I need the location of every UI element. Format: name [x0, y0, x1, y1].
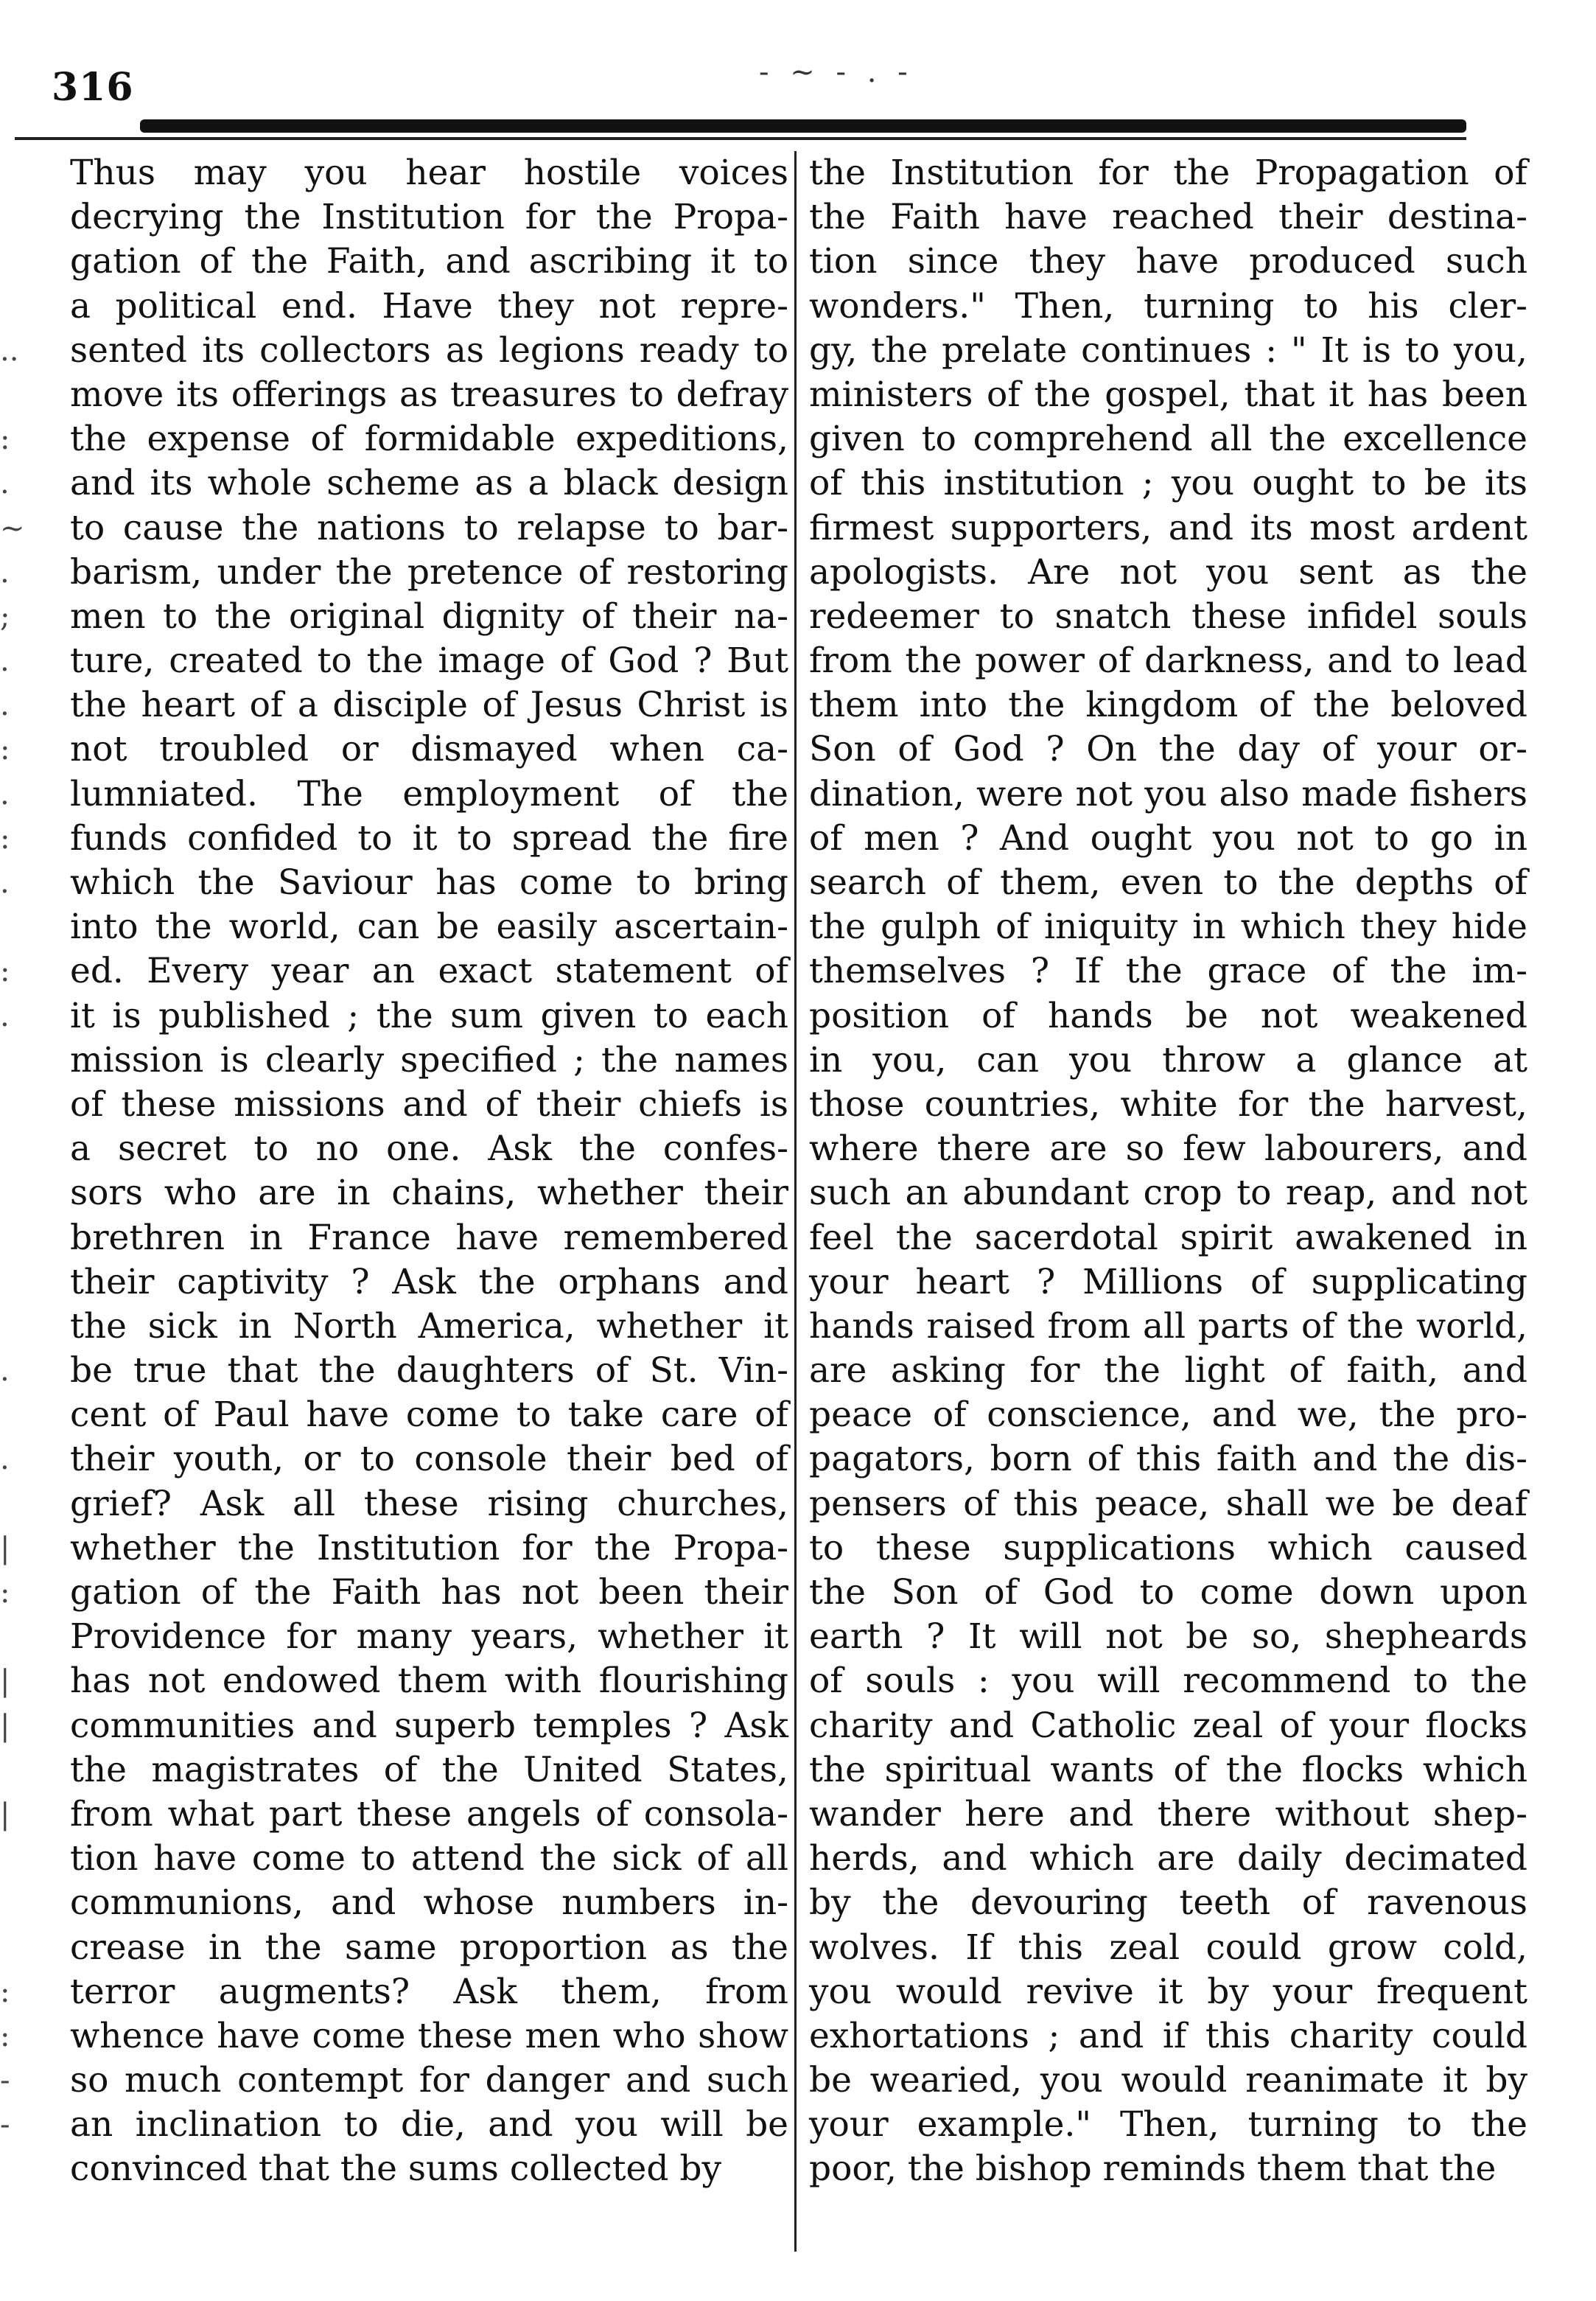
text-line: sented its collectors as legions ready to — [70, 329, 788, 371]
text-line: your heart ? Millions of supplicating — [809, 1261, 1527, 1302]
text-line: tion have come to attend the sick of all — [70, 1838, 788, 1879]
text-line: search of them, even to the depths of — [809, 862, 1527, 903]
text-line: those countries, white for the harvest, — [809, 1083, 1527, 1125]
text-line: exhortations ; and if this charity could — [809, 2015, 1527, 2056]
text-line: ministers of the gospel, that it has been — [809, 374, 1527, 415]
text-line: from the power of darkness, and to lead — [809, 640, 1527, 682]
column-rule — [794, 151, 797, 2252]
text-line: terror augments? Ask them, from — [70, 1971, 788, 2012]
text-line: given to comprehend all the excellence — [809, 419, 1527, 460]
text-line: the Son of God to come down upon — [809, 1572, 1527, 1613]
header-ink-marks: - ~ - . - — [759, 55, 914, 89]
text-line: cent of Paul have come to take care of — [70, 1394, 788, 1436]
text-line: to these supplications which caused — [809, 1527, 1527, 1568]
text-line: your example." Then, turning to the — [809, 2104, 1527, 2145]
text-line: it is published ; the sum given to each — [70, 995, 788, 1036]
text-line: position of hands be not weakened — [809, 995, 1527, 1036]
text-line: hands raised from all parts of the world, — [809, 1305, 1527, 1347]
text-line: lumniated. The employment of the — [70, 773, 788, 814]
text-line: the heart of a disciple of Jesus Christ is — [70, 685, 788, 726]
text-line: of souls : you will recommend to the — [809, 1661, 1527, 1702]
page-number: 316 — [52, 65, 134, 110]
text-line: a political end. Have they not repre- — [70, 285, 788, 327]
text-line: from what part these angels of consola- — [70, 1793, 788, 1834]
text-line: the spiritual wants of the flocks which — [809, 1749, 1527, 1790]
text-line: wonders." Then, turning to his cler- — [809, 285, 1527, 327]
text-line: the gulph of iniquity in which they hide — [809, 907, 1527, 948]
right-column — [809, 151, 1527, 2192]
text-line: and its whole scheme as a black design — [70, 463, 788, 504]
text-line: dination, were not you also made fishers — [809, 773, 1527, 814]
text-line: charity and Catholic zeal of your flocks — [809, 1705, 1527, 1746]
text-line: so much contempt for danger and such — [70, 2060, 788, 2101]
text-line: are asking for the light of faith, and — [809, 1350, 1527, 1392]
text-line: Providence for many years, whether it — [70, 1616, 788, 1658]
text-line: pensers of this peace, shall we be deaf — [809, 1483, 1527, 1524]
text-line: in you, can you throw a glance at — [809, 1039, 1527, 1080]
text-line: peace of conscience, and we, the pro- — [809, 1394, 1527, 1436]
text-line: herds, and which are daily decimated — [809, 1838, 1527, 1879]
header-rule-thin — [15, 137, 1466, 140]
text-line: poor, the bishop reminds them that the — [809, 2148, 1497, 2190]
text-line: apologists. Are not you sent as the — [809, 551, 1527, 593]
text-line: earth ? It will not be so, shepheards — [809, 1616, 1527, 1658]
text-line: gation of the Faith has not been their — [70, 1572, 788, 1613]
text-line: Son of God ? On the day of your or- — [809, 729, 1527, 770]
left-column — [70, 151, 788, 2192]
text-line: of men ? And ought you not to go in — [809, 817, 1527, 859]
text-line: such an abundant crop to reap, and not — [809, 1173, 1527, 1214]
text-line: move its offerings as treasures to defray — [70, 374, 788, 415]
text-line: the expense of formidable expeditions, — [70, 419, 788, 460]
text-line: whether the Institution for the Propa- — [70, 1527, 788, 1568]
text-line: gy, the prelate continues : " It is to you, — [809, 329, 1527, 371]
text-line: them into the kingdom of the beloved — [809, 685, 1527, 726]
text-line: Thus may you hear hostile voices — [70, 153, 788, 193]
text-line: wander here and there without shep- — [809, 1793, 1527, 1834]
text-line: wolves. If this zeal could grow cold, — [809, 1927, 1527, 1968]
text-line: to cause the nations to relapse to bar- — [70, 507, 788, 548]
text-line: the magistrates of the United States, — [70, 1749, 788, 1790]
margin-ink-specks: .. : . ~ . ; . . : . : . : . . . | : | | | : : - - — [0, 333, 25, 2143]
text-line: you would revive it by your frequent — [809, 1971, 1527, 2012]
text-line: the Institution for the Propagation of — [809, 153, 1527, 193]
text-line: be wearied, you would reanimate it by — [809, 2060, 1527, 2101]
text-line: funds confided to it to spread the fire — [70, 817, 788, 859]
text-line: the Faith have reached their destina- — [809, 197, 1527, 238]
text-line: which the Saviour has come to bring — [70, 862, 788, 903]
text-line: ed. Every year an exact statement of — [70, 951, 788, 992]
text-line: feel the sacerdotal spirit awakened in — [809, 1217, 1527, 1258]
header-rule — [140, 119, 1466, 133]
text-line: be true that the daughters of St. Vin- — [70, 1350, 788, 1392]
text-line: into the world, can be easily ascertain- — [70, 907, 788, 948]
text-line: sors who are in chains, whether their — [70, 1173, 788, 1214]
text-line: tion since they have produced such — [809, 241, 1527, 282]
text-line: by the devouring teeth of ravenous — [809, 1882, 1527, 1924]
text-line: ture, created to the image of God ? But — [70, 640, 788, 682]
text-line: the sick in North America, whether it — [70, 1305, 788, 1347]
text-line: where there are so few labourers, and — [809, 1128, 1527, 1170]
text-line: communions, and whose numbers in- — [70, 1882, 788, 1924]
text-line: firmest supporters, and its most ardent — [809, 507, 1527, 548]
text-line: mission is clearly specified ; the names — [70, 1039, 788, 1080]
text-line: of these missions and of their chiefs is — [70, 1083, 788, 1125]
text-line: whence have come these men who show — [70, 2015, 788, 2056]
text-line: decrying the Institution for the Propa- — [70, 197, 788, 238]
text-line: pagators, born of this faith and the dis- — [809, 1439, 1527, 1480]
text-line: crease in the same proportion as the — [70, 1927, 788, 1968]
text-line: barism, under the pretence of restoring — [70, 551, 788, 593]
text-line: of this institution ; you ought to be its — [809, 463, 1527, 504]
text-line: an inclination to die, and you will be — [70, 2104, 788, 2145]
text-line: men to the original dignity of their na- — [70, 596, 788, 637]
text-line: grief? Ask all these rising churches, — [70, 1483, 788, 1524]
text-line: communities and superb temples ? Ask — [70, 1705, 788, 1746]
text-line: redeemer to snatch these infidel souls — [809, 596, 1527, 637]
text-line: not troubled or dismayed when ca- — [70, 729, 788, 770]
text-line: brethren in France have remembered — [70, 1217, 788, 1258]
text-line: gation of the Faith, and ascribing it to — [70, 241, 788, 282]
text-line: their captivity ? Ask the orphans and — [70, 1261, 788, 1302]
text-line: convinced that the sums collected by — [70, 2148, 722, 2190]
text-line: their youth, or to console their bed of — [70, 1439, 788, 1480]
text-line: themselves ? If the grace of the im- — [809, 951, 1527, 992]
text-line: a secret to no one. Ask the confes- — [70, 1128, 788, 1170]
text-line: has not endowed them with flourishing — [70, 1661, 788, 1702]
